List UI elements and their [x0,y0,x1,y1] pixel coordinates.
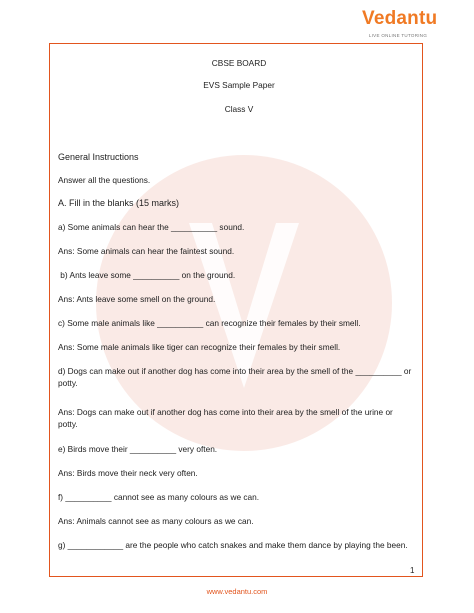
question-g: g) ____________ are the people who catch snakes and make them dance by playing the been. [58,540,408,550]
header-board: CBSE BOARD [211,58,267,68]
page-number: 1 [410,566,415,575]
answer-e: Ans: Birds move their neck very often. [58,468,198,478]
question-c: c) Some male animals like __________ can recognize their females by their smell. [58,318,361,328]
header-paper: EVS Sample Paper [203,80,275,90]
question-b: b) Ants leave some __________ on the ground. [58,270,236,280]
general-instructions-heading: General Instructions [58,152,139,162]
logo-brand: Vedantu [362,8,438,29]
answer-d-line2: potty. [58,419,78,429]
instruction-text: Answer all the questions. [58,175,151,185]
question-d-line2: potty. [58,378,78,388]
answer-b: Ans: Ants leave some smell on the ground. [58,294,216,304]
footer-website-link[interactable]: www.vedantu.com [206,587,268,596]
question-f: f) __________ cannot see as many colours as we can. [58,492,260,502]
answer-f: Ans: Animals cannot see as many colours as we can. [58,516,254,526]
answer-a: Ans: Some animals can hear the faintest sound. [58,246,235,256]
section-a-heading: A. Fill in the blanks (15 marks) [58,198,180,208]
answer-c: Ans: Some male animals like tiger can recognize their females by their smell. [58,342,341,352]
header-class: Class V [224,104,254,114]
answer-d-line1: Ans: Dogs can make out if another dog has come into their area by the smell of the urine or [58,407,393,417]
question-d-line1: d) Dogs can make out if another dog has come into their area by the smell of the __________ or [58,366,412,376]
question-e: e) Birds move their __________ very often. [58,444,218,454]
vedantu-logo [362,8,438,42]
logo-tagline: LIVE ONLINE TUTORING [368,33,428,38]
question-a: a) Some animals can hear the __________ sound. [58,222,245,232]
